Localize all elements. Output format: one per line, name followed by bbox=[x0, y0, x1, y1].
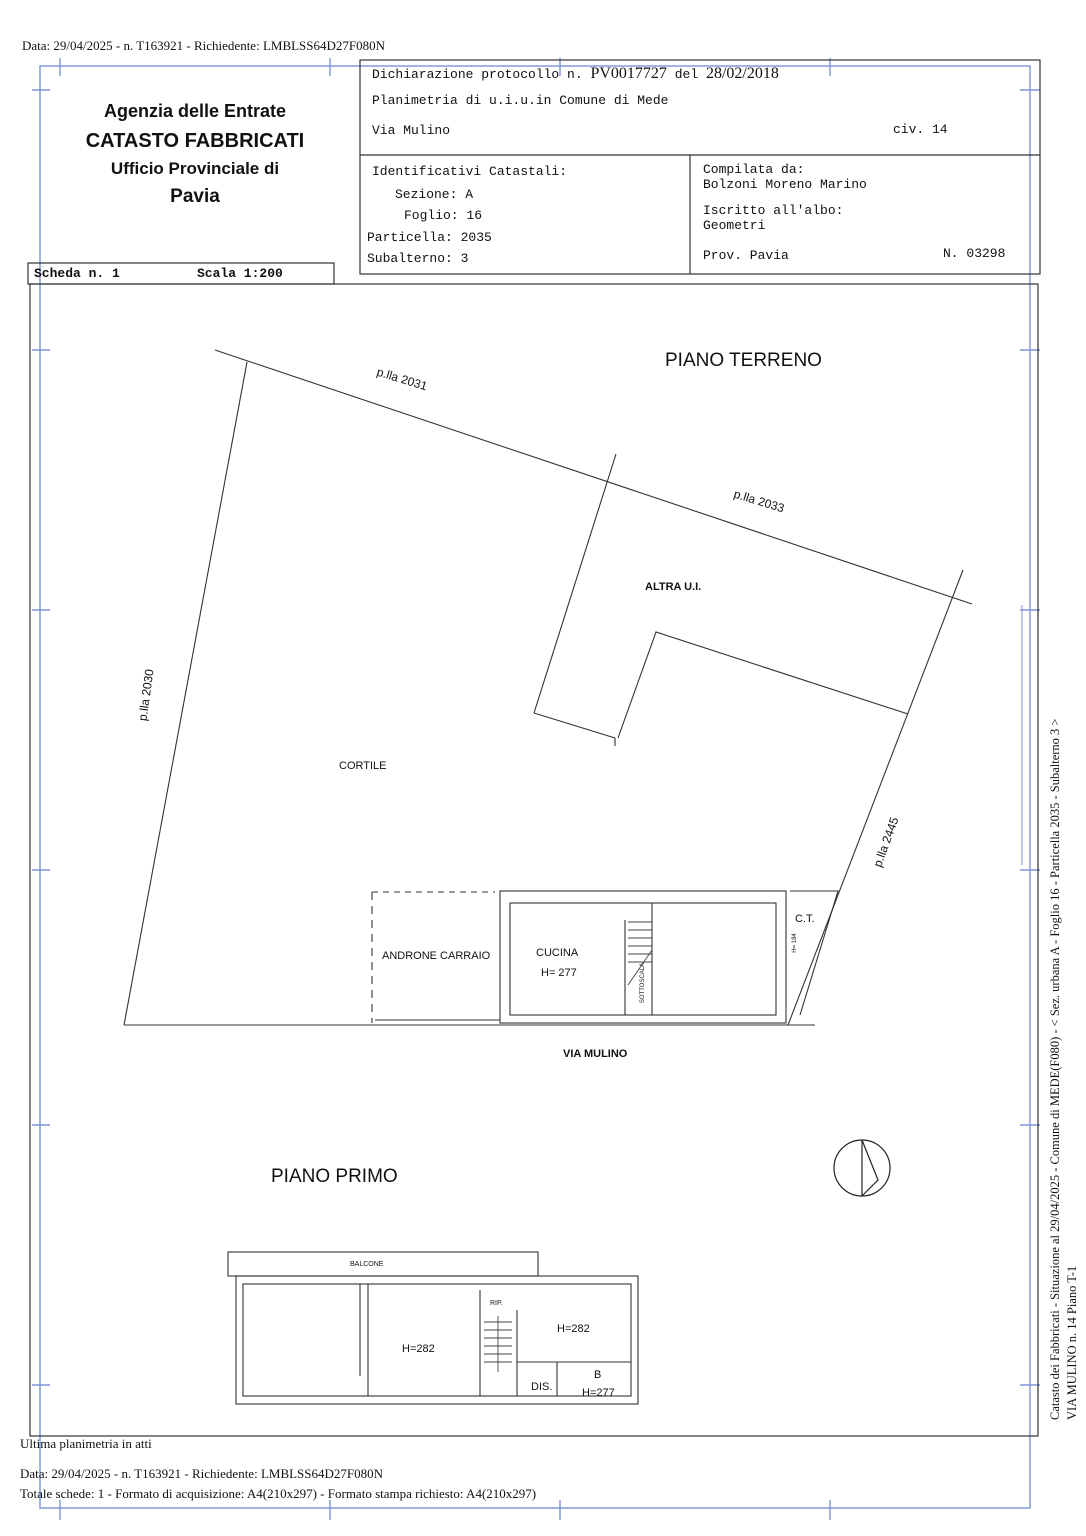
header-boxes bbox=[28, 60, 1040, 1436]
room-height-right: H=282 bbox=[557, 1323, 590, 1335]
declaration-number: PV0017727 bbox=[590, 65, 667, 82]
cortile-label: CORTILE bbox=[339, 760, 387, 772]
ufficio-label: Ufficio Provinciale di bbox=[110, 159, 280, 178]
via-mulino-label: VIA MULINO bbox=[563, 1048, 628, 1060]
bath-label: B bbox=[594, 1369, 602, 1381]
scheda-label: Scheda n. 1 bbox=[34, 266, 120, 281]
planimetria-line: Planimetria di u.i.u.in Comune di Mede bbox=[372, 93, 669, 108]
side-situation-text bbox=[1048, 719, 1080, 1420]
bath-height: H=277 bbox=[582, 1387, 615, 1399]
plla-2030-label: p.lla 2030 bbox=[135, 668, 157, 722]
ultima-planimetria: Ultima planimetria in atti bbox=[20, 1436, 152, 1451]
blue-frame bbox=[32, 58, 1040, 1520]
cucina-label: CUCINA bbox=[536, 947, 579, 959]
side-line-2: VIA MULINO n. 14 Piano T-1 bbox=[1065, 1265, 1079, 1420]
side-line-1: Catasto dei Fabbricati - Situazione al 29/04/2025 - Comune di MEDE(F080) - < Sez. urbana A - Foglio 16 - Particella 2035 - Subalterno 3 > bbox=[1048, 718, 1062, 1420]
compilata-name: Bolzoni Moreno Marino bbox=[703, 177, 867, 192]
catasto-title: CATASTO FABBRICATI bbox=[85, 130, 305, 152]
albo-number: N. 03298 bbox=[943, 246, 1006, 261]
ct-height: H= 184 bbox=[791, 933, 798, 953]
piano-primo-label: PIANO PRIMO bbox=[271, 1166, 398, 1187]
balcone-label: BALCONE bbox=[350, 1261, 384, 1268]
rip-label: RIP. bbox=[490, 1300, 503, 1307]
agency-name: Agenzia delle Entrate bbox=[103, 101, 287, 121]
civic-number: civ. 14 bbox=[893, 122, 948, 137]
footer-totale-line: Totale schede: 1 - Formato di acquisizione: A4(210x297) - Formato stampa richiesto: A4(210x297) bbox=[20, 1486, 537, 1501]
provincia: Prov. Pavia bbox=[703, 248, 789, 263]
sottoscala-label: SOTTOSCALA bbox=[640, 962, 647, 1004]
plla-2031-label: p.lla 2031 bbox=[375, 364, 429, 394]
plla-2033-label: p.lla 2033 bbox=[732, 486, 786, 516]
ufficio-city: Pavia bbox=[170, 186, 220, 207]
cucina-height: H= 277 bbox=[541, 967, 577, 979]
declaration-label: Dichiarazione protocollo n. bbox=[372, 67, 583, 82]
header-meta-line: Data: 29/04/2025 - n. T163921 - Richiedente: LMBLSS64D27F080N bbox=[22, 38, 386, 53]
androne-label: ANDRONE CARRAIO bbox=[382, 950, 491, 962]
footer-data-line: Data: 29/04/2025 - n. T163921 - Richiedente: LMBLSS64D27F080N bbox=[20, 1466, 384, 1481]
street-line: Via Mulino bbox=[372, 123, 451, 138]
scala-label: Scala 1:200 bbox=[197, 266, 283, 281]
subalterno: Subalterno: 3 bbox=[367, 251, 469, 266]
room-height-left: H=282 bbox=[402, 1343, 435, 1355]
plla-2445-label: p.lla 2445 bbox=[870, 815, 902, 869]
albo-value: Geometri bbox=[703, 218, 766, 233]
sezione: Sezione: A bbox=[395, 187, 474, 202]
agency-block bbox=[40, 96, 350, 212]
dis-label: DIS. bbox=[531, 1381, 553, 1393]
foglio: Foglio: 16 bbox=[404, 208, 483, 223]
piano-terreno-label: PIANO TERRENO bbox=[665, 350, 822, 371]
compilata-title: Compilata da: bbox=[703, 162, 805, 177]
declaration-line bbox=[372, 65, 779, 83]
ct-label: C.T. bbox=[795, 913, 815, 925]
iscritto-label: Iscritto all'albo: bbox=[703, 203, 844, 218]
declaration-del: del bbox=[674, 67, 699, 82]
stair-first bbox=[484, 1316, 512, 1372]
declaration-date: 28/02/2018 bbox=[705, 65, 779, 82]
north-compass-icon bbox=[834, 1140, 890, 1196]
particella: Particella: 2035 bbox=[367, 230, 492, 245]
ground-floor-plan bbox=[124, 350, 972, 1025]
identificativi-title: Identificativi Catastali: bbox=[372, 164, 568, 179]
altra-ui-label: ALTRA U.I. bbox=[645, 581, 702, 593]
